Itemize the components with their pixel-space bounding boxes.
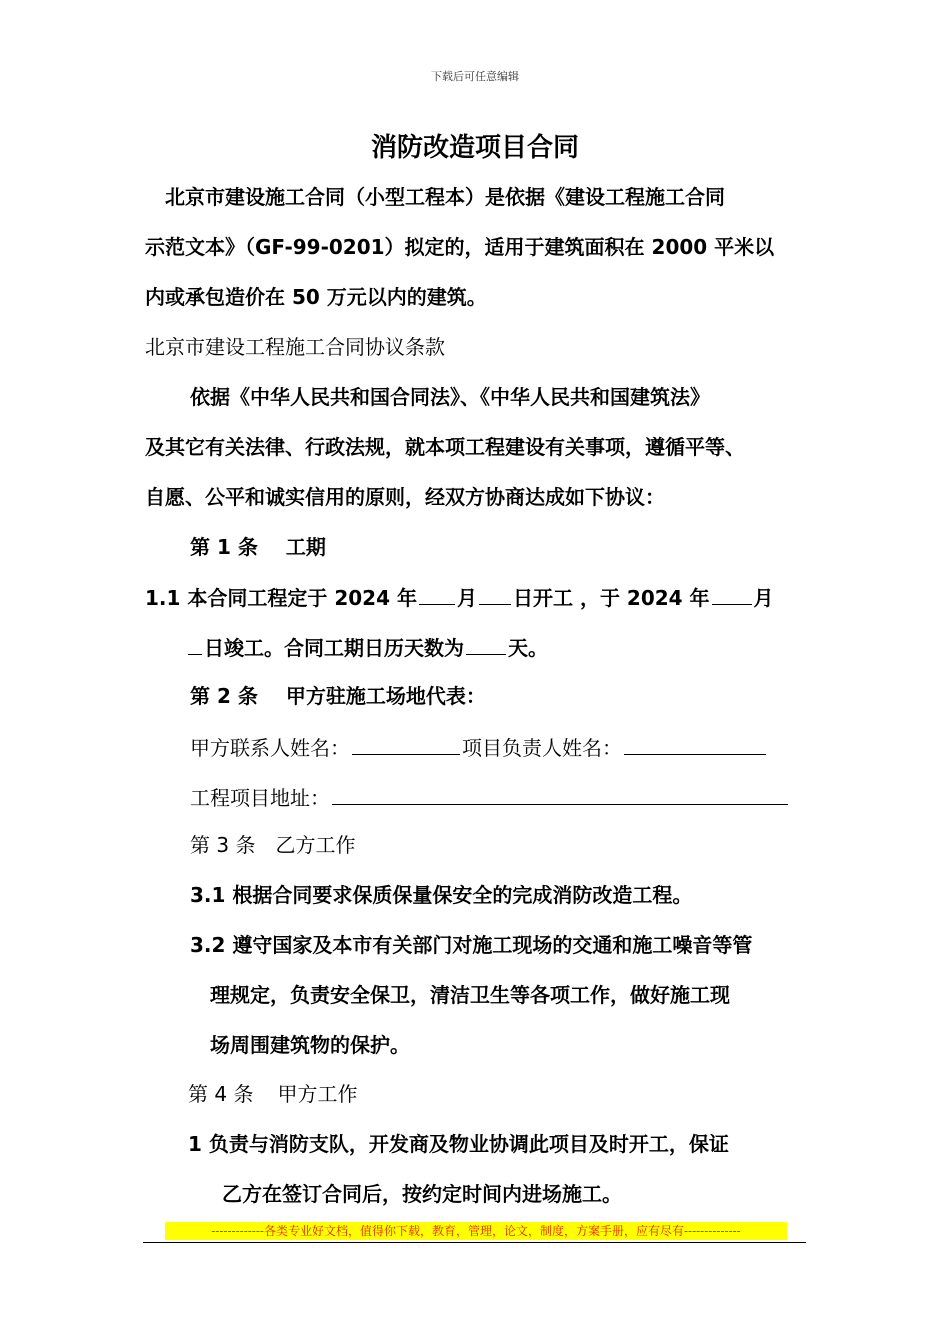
article-title: 甲方工作	[277, 1082, 358, 1106]
article-number: 第 4 条	[188, 1082, 254, 1106]
end-month-blank	[712, 584, 752, 605]
article-number: 第 1 条	[190, 535, 258, 559]
clause-1-1-line-1: 1.1 本合同工程定于 2024 年 月 日开工 ，于 2024 年 月	[145, 586, 774, 610]
agreement-subtitle: 北京市建设工程施工合同协议条款	[145, 335, 445, 359]
manager-name-blank	[624, 734, 766, 755]
preamble-line-2: 及其它有关法律、行政法规，就本项工程建设有关事项，遵循平等、	[145, 435, 745, 459]
preamble-line-3: 自愿、公平和诚实信用的原则，经双方协商达成如下协议：	[145, 485, 665, 509]
intro-line-1: 北京市建设施工合同（小型工程本）是依据《建设工程施工合同	[165, 185, 725, 209]
address-label: 工程项目地址：	[190, 786, 330, 810]
footer-divider	[143, 1242, 806, 1243]
article-number: 第 2 条	[190, 684, 258, 708]
start-month-blank	[419, 584, 455, 605]
item-3-1: 3.1 根据合同要求保质保量保安全的完成消防改造工程。	[190, 883, 693, 907]
item-3-2-line-1: 3.2 遵守国家及本市有关部门对施工现场的交通和施工噪音等管	[190, 933, 753, 957]
contact-name-label: 甲方联系人姓名：	[190, 736, 350, 760]
article-title: 工期	[285, 535, 326, 559]
manager-name-label: 项目负责人姓名：	[462, 736, 622, 760]
article-title: 甲方驻施工场地代表：	[285, 684, 486, 708]
article-3-heading	[190, 833, 355, 857]
contact-name-blank	[352, 734, 460, 755]
article-number: 第 3 条	[190, 833, 256, 857]
item-3-2-line-3: 场周围建筑物的保护。	[210, 1033, 410, 1057]
item-3-2-line-2: 理规定，负责安全保卫，清洁卫生等各项工作，做好施工现	[210, 983, 730, 1007]
clause-1-1-line-2: 日竣工。合同工期日历天数为 天。	[188, 634, 548, 660]
article-4-heading	[188, 1082, 357, 1106]
article-title: 乙方工作	[275, 833, 356, 857]
header-note: 下载后可任意编辑	[431, 70, 519, 83]
address-line	[190, 784, 790, 810]
document-title: 消防改造项目合同	[370, 133, 579, 163]
address-blank	[332, 784, 788, 805]
item-4-1-line-2: 乙方在签订合同后，按约定时间内进场施工。	[222, 1182, 622, 1206]
duration-days-blank	[466, 634, 506, 655]
preamble-line-1: 依据《中华人民共和国合同法》、《中华人民共和国建筑法》	[190, 385, 710, 409]
article-1-heading	[190, 535, 326, 559]
intro-line-2: 示范文本》（GF-99-0201）拟定的，适用于建筑面积在 2000 平米以	[145, 235, 775, 259]
item-4-1-line-1: 1 负责与消防支队，开发商及物业协调此项目及时开工，保证	[188, 1132, 729, 1156]
contact-names-line	[190, 734, 768, 760]
footer-banner: -------------各类专业好文档，值得你下载，教育，管理，论文，制度，方案手册，应有尽有--------------	[165, 1222, 787, 1240]
intro-line-3: 内或承包造价在 50 万元以内的建筑。	[145, 285, 487, 309]
start-day-blank	[479, 584, 511, 605]
end-day-blank	[188, 634, 202, 655]
article-2-heading	[190, 684, 486, 708]
